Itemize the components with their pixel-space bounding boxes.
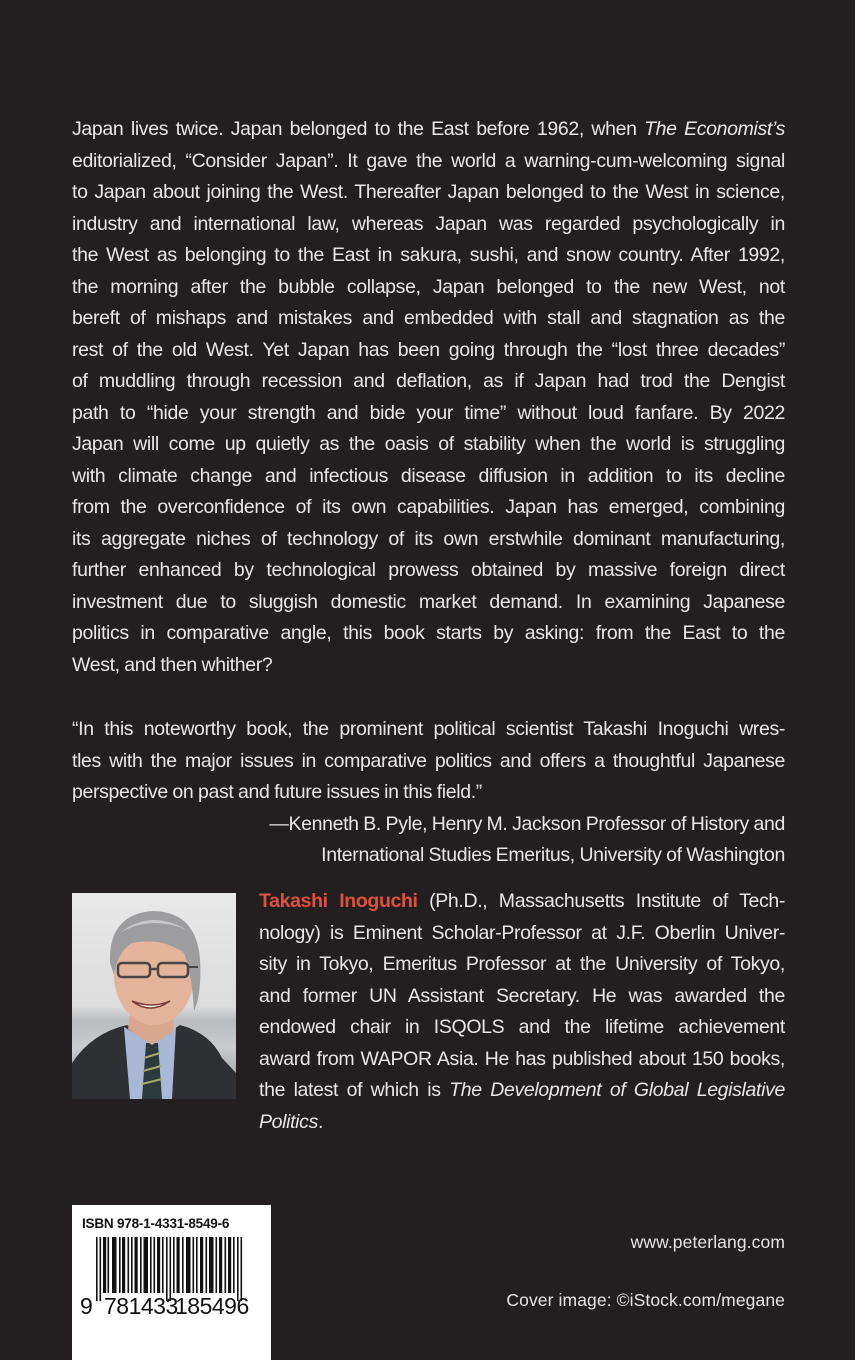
bio-line: endowed chair in ISQOLS and the lifetime achievement [259, 1016, 785, 1038]
author-portrait-illustration [72, 893, 236, 1099]
description-line: rest of the old West. Yet Japan has been going through the “lost three decades” [72, 338, 785, 361]
description-line: editorialized, “Consider Japan”. It gave the world a warning-cum-welcoming signal [72, 149, 785, 172]
description-line: politics in comparative angle, this book starts by asking: from the East to the [72, 622, 785, 644]
endorsement-attribution-line: International Studies Emeritus, University of Washington [321, 844, 785, 866]
description-line: further enhanced by technological prowess obtained by massive foreign direct [72, 559, 785, 581]
endorsement-quote-line: tles with the major issues in comparative politics and offers a thoughtful Japanese [72, 749, 785, 772]
barcode-digits-left: 781433 [104, 1293, 178, 1319]
bio-line [259, 1078, 785, 1102]
description-line: with climate change and infectious disease diffusion in addition to its decline [72, 464, 785, 487]
author-name: Takashi Inoguchi [259, 890, 418, 912]
barcode-digits-right: 185496 [175, 1293, 249, 1319]
endorsement-quote-line: “In this noteworthy book, the prominent political scientist Takashi Inoguchi wres- [72, 718, 785, 740]
isbn-barcode [72, 1205, 271, 1360]
barcode-digit-first: 9 [80, 1293, 93, 1319]
book-title-italic: Politics [259, 1110, 318, 1133]
text-run: (Ph.D., Massachusetts Institute of Tech- [417, 890, 786, 912]
bio-line: and former UN Assistant Secretary. He was awarded the [259, 984, 785, 1007]
isbn-label: ISBN 978-1-4331-8549-6 [82, 1216, 230, 1231]
description-line: industry and international law, whereas Japan was regarded psychologically in [72, 212, 785, 235]
cover-image-credit: Cover image: ©iStock.com/megane [506, 1290, 785, 1310]
description-line: its aggregate niches of technology of its own erstwhile dominant manufacturing, [72, 527, 785, 550]
description-line: Japan will come up quietly as the oasis of stability when the world is struggling [72, 433, 785, 455]
description-line: the West as belonging to the East in sakura, sushi, and snow country. After 1992, [72, 244, 785, 266]
bio-line [259, 889, 785, 913]
barcode-digits [80, 1293, 250, 1319]
bio-line [259, 1110, 785, 1134]
publisher-url[interactable]: www.peterlang.com [630, 1232, 785, 1252]
book-title-italic: The Development of Global Legislative [449, 1079, 785, 1101]
description-line: path to “hide your strength and bide your time” without loud fanfare. By 2022 [72, 401, 785, 424]
description-line: from the overconfidence of its own capabilities. Japan has emerged, combining [72, 496, 785, 518]
bio-line: sity in Tokyo, Emeritus Professor at the University of Tokyo, [259, 953, 785, 975]
description-line: investment due to sluggish domestic market demand. In examining Japanese [72, 590, 785, 613]
description-line: bereft of mishaps and mistakes and embedded with stall and stagnation as the [72, 307, 785, 329]
description-line: to Japan about joining the West. Thereafter Japan belonged to the West in science, [72, 181, 785, 203]
text-run: . [317, 1110, 324, 1133]
description-line: of muddling through recession and deflation, as if Japan had trod the Dengist [72, 370, 785, 392]
text-run: the latest of which is [259, 1079, 450, 1101]
bio-line: award from WAPOR Asia. He has published about 150 books, [259, 1047, 785, 1070]
description-line: the morning after the bubble collapse, Japan belonged to the new West, not [72, 275, 785, 298]
description-line [72, 117, 785, 141]
author-photo [72, 893, 236, 1099]
endorsement-attribution-line: —Kenneth B. Pyle, Henry M. Jackson Professor of History and [269, 812, 785, 835]
bio-line: nology) is Eminent Scholar-Professor at J.F. Oberlin Univer- [259, 921, 785, 944]
publication-title-italic: The Economist’s [644, 118, 785, 140]
description-line: West, and then whither? [72, 653, 273, 676]
text-run: Japan lives twice. Japan belonged to the East before 1962, when [72, 118, 645, 140]
endorsement-quote-line: perspective on past and future issues in this field.” [72, 781, 482, 803]
